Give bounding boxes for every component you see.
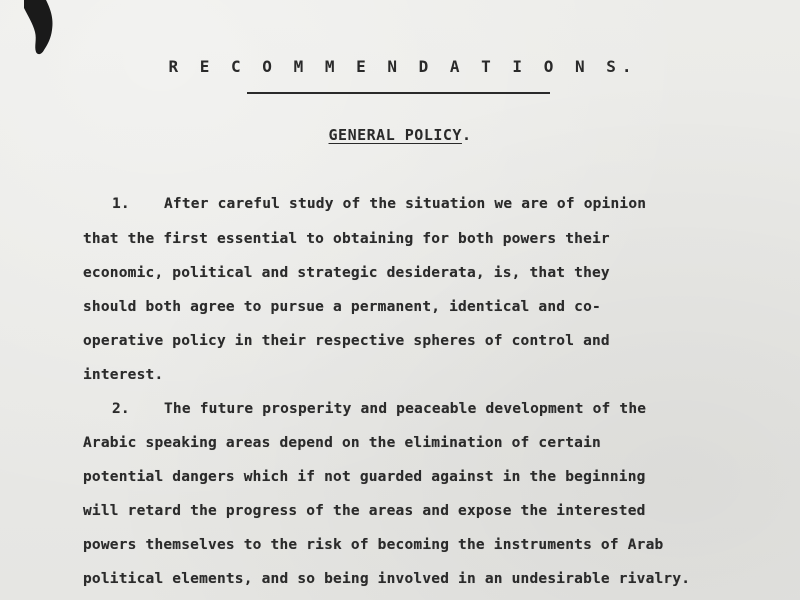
paragraph-1-line: interest. — [83, 367, 164, 383]
section-heading — [0, 126, 800, 144]
paragraph-2-first-line — [112, 401, 646, 417]
section-heading-period: . — [461, 126, 472, 144]
paragraph-1-line: should both agree to pursue a permanent, identical and co- — [83, 299, 601, 315]
paragraph-1-line: that the first essential to obtaining for both powers their — [83, 231, 610, 247]
section-heading-text: GENERAL POLICY — [328, 126, 462, 144]
paragraph-2-line: political elements, and so being involved in an undesirable rivalry. — [83, 571, 691, 587]
title-underline-rule — [247, 92, 550, 94]
paragraph-1-number: 1. — [112, 196, 130, 212]
paragraph-1-line: operative policy in their respective spheres of control and — [83, 333, 610, 349]
paragraph-1-line: economic, political and strategic desiderata, is, that they — [83, 265, 610, 281]
paragraph-1-first-line-text: After careful study of the situation we are of opinion — [164, 196, 647, 212]
paragraph-2-line: will retard the progress of the areas and expose the interested — [83, 503, 646, 519]
document-title: R E C O M M E N D A T I O N S. — [168, 57, 638, 76]
paragraph-2-line: potential dangers which if not guarded against in the beginning — [83, 469, 646, 485]
paragraph-1-first-line — [112, 196, 646, 212]
paragraph-2-line: Arabic speaking areas depend on the elimination of certain — [83, 435, 601, 451]
paragraph-2-line: powers themselves to the risk of becoming the instruments of Arab — [83, 537, 664, 553]
ink-blot-mark — [20, 0, 56, 56]
paragraph-2-number: 2. — [112, 401, 130, 417]
paragraph-2-first-line-text: The future prosperity and peaceable development of the — [164, 401, 647, 417]
